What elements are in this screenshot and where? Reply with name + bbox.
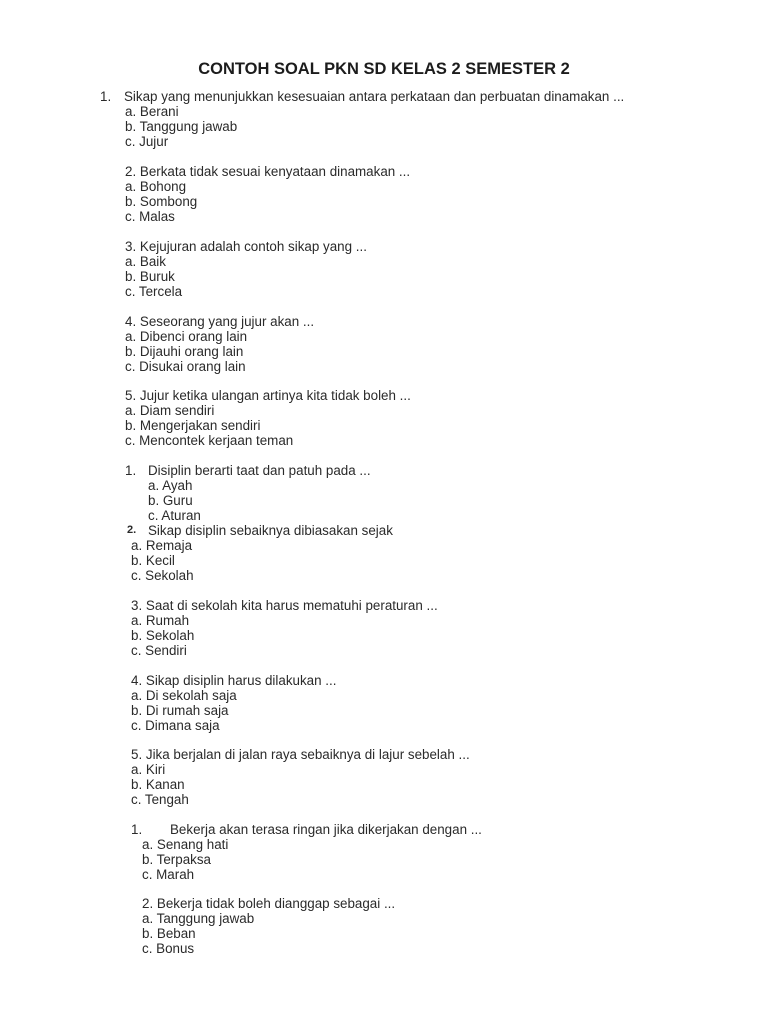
question-text: 4. Seseorang yang jujur akan ...	[125, 314, 315, 329]
option-b: b. Di rumah saja	[131, 703, 229, 718]
option-a: a. Di sekolah saja	[131, 688, 237, 703]
option-c: c. Sendiri	[131, 643, 187, 658]
option-c: c. Marah	[142, 867, 195, 882]
question-text: 5. Jujur ketika ulangan artinya kita tidak boleh ...	[125, 388, 411, 403]
option-c: c. Tengah	[131, 792, 189, 807]
question-text: Sikap disiplin sebaiknya dibiasakan sejak	[148, 523, 393, 538]
option-b: b. Kanan	[131, 777, 185, 792]
question-text: 3. Saat di sekolah kita harus mematuhi peraturan ...	[131, 598, 438, 613]
option-a: a. Remaja	[131, 538, 193, 553]
option-a: a. Baik	[125, 254, 166, 269]
question-text: 2. Berkata tidak sesuai kenyataan dinamakan ...	[125, 164, 411, 179]
document-title: CONTOH SOAL PKN SD KELAS 2 SEMESTER 2	[198, 60, 570, 78]
option-a: a. Berani	[125, 104, 179, 119]
option-a: a. Dibenci orang lain	[125, 329, 248, 344]
option-b: b. Terpaksa	[142, 852, 211, 867]
question-number: 1.	[125, 463, 137, 478]
option-b: b. Guru	[148, 493, 193, 508]
option-c: c. Malas	[125, 209, 175, 224]
question-text: Disiplin berarti taat dan patuh pada ...	[148, 463, 371, 478]
option-b: b. Tanggung jawab	[125, 119, 238, 134]
option-a: a. Tanggung jawab	[142, 911, 255, 926]
question-text: 3. Kejujuran adalah contoh sikap yang ...	[125, 239, 367, 254]
question-text: 5. Jika berjalan di jalan raya sebaiknya di lajur sebelah ...	[131, 747, 470, 762]
option-a: a. Kiri	[131, 762, 166, 777]
option-c: c. Dimana saja	[131, 718, 220, 733]
question-text: Sikap yang menunjukkan kesesuaian antara perkataan dan perbuatan dinamakan ...	[124, 89, 625, 104]
question-text: 2. Bekerja tidak boleh dianggap sebagai ...	[142, 896, 396, 911]
option-a: a. Rumah	[131, 613, 190, 628]
option-b: b. Sombong	[125, 194, 198, 209]
option-b: b. Beban	[142, 926, 196, 941]
question-number: 1.	[131, 822, 143, 837]
option-c: c. Mencontek kerjaan teman	[125, 433, 294, 448]
option-a: a. Ayah	[148, 478, 193, 493]
option-b: b. Buruk	[125, 269, 175, 284]
question-number: 1.	[100, 89, 112, 104]
question-text: 4. Sikap disiplin harus dilakukan ...	[131, 673, 337, 688]
option-a: a. Diam sendiri	[125, 403, 215, 418]
question-number: 2.	[127, 524, 137, 536]
option-c: c. Sekolah	[131, 568, 194, 583]
option-c: c. Bonus	[142, 941, 195, 956]
option-b: b. Sekolah	[131, 628, 195, 643]
option-c: c. Disukai orang lain	[125, 359, 246, 374]
option-b: b. Kecil	[131, 553, 175, 568]
option-c: c. Aturan	[148, 508, 201, 523]
question-text: Bekerja akan terasa ringan jika dikerjakan dengan ...	[170, 822, 482, 837]
option-a: a. Senang hati	[142, 837, 229, 852]
option-a: a. Bohong	[125, 179, 187, 194]
option-b: b. Mengerjakan sendiri	[125, 418, 261, 433]
option-c: c. Tercela	[125, 284, 183, 299]
option-b: b. Dijauhi orang lain	[125, 344, 244, 359]
option-c: c. Jujur	[125, 134, 169, 149]
